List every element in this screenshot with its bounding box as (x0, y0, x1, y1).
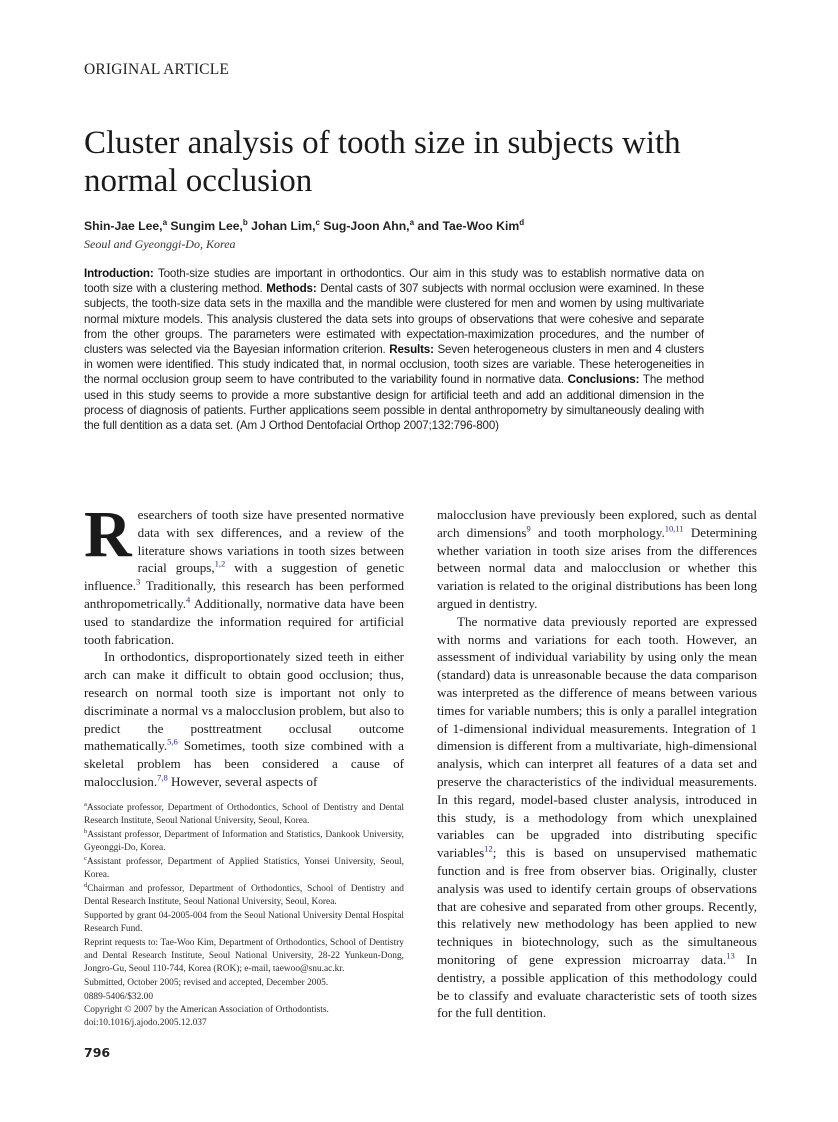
citation-link[interactable]: 9 (526, 523, 531, 534)
body-column-right (437, 506, 757, 1022)
affiliation-text: Chairman and professor, Department of Orthodontics, School of Dentistry and Dental Research Institute, Seoul National University, Seoul, Korea. (84, 884, 404, 907)
funding-note: Supported by grant 04-2005-004 from the Seoul National University Dental Hospital Research Fund. (84, 911, 404, 934)
body-text: The normative data previously reported are expressed with norms and variations for each tooth. However, an assessment of individual variability by using only the mean (standard) data is unreasonable because the data comparison was interpreted as the difference of means between various times for variable numbers; this is only a parallel integration of 1-dimensional individual measurements. Integration of 1 dimension is different from a multivariate, high-dimensional analysis, which can interpret all features of a data set and preserve the characteristics of the individual measurements. In this regard, model-based cluster analysis, introduced in this study, is a methodology from which unexplained variables can be upgraded into distributing specific variables (437, 613, 757, 861)
affiliation-mark[interactable]: a (409, 218, 415, 227)
body-text: malocclusion have previously been explored, such as dental arch dimensions (437, 507, 757, 540)
reprint-note[interactable]: Reprint requests to: Tae-Woo Kim, Department of Orthodontics, School of Dentistry and Dental Research Institute, Seoul National University, 28-22 Yunkeun-Dong, Jongro-Gu, Seoul 110-744, Korea (ROK); e-mail, taewoo@snu.ac.kr. (84, 938, 404, 974)
citation-link[interactable]: 12 (484, 843, 493, 854)
author-name: Johan Lim, (251, 219, 316, 234)
section-label: ORIGINAL ARTICLE (84, 61, 230, 78)
affiliation-mark: b (84, 827, 88, 835)
affiliation-text: Associate professor, Department of Orthodontics, School of Dentistry and Dental Research Institute, Seoul National University, Seoul, Korea. (84, 803, 404, 826)
abstract (84, 266, 704, 433)
body-text: Determining whether variation in tooth size arises from the differences between normal data and malocclusion or whether this variation is related to the original distributions has been long argued in dentistry. (437, 524, 758, 611)
affiliation-mark[interactable]: a (162, 218, 168, 227)
affiliation-mark: d (84, 881, 88, 889)
citation-link[interactable]: 1,2 (214, 559, 226, 570)
citation-link[interactable]: 4 (186, 594, 191, 605)
affiliation-text: Assistant professor, Department of Information and Statistics, Dankook University, Gyeonggi-Do, Korea. (84, 830, 404, 853)
abstract-conclusions-label: Conclusions: (567, 373, 640, 387)
body-text: In dentistry, a possible application of this methodology could be to classify and evaluate characteristic sets of tooth sizes for the full dentition. (437, 951, 758, 1021)
abstract-methods-label: Methods: (266, 282, 317, 296)
affiliation-text: Assistant professor, Department of Applied Statistics, Yonsei University, Seoul, Korea. (84, 857, 404, 880)
author-name: and Tae-Woo Kim (417, 219, 520, 234)
body-text: In orthodontics, disproportionately sized teeth in either arch can make it difficult to obtain good occlusion; thus, research on normal tooth size is important not only to discriminate a normal vs a malocclusion problem, but also to predict the posttreatment occlusal outcome mathematically. (84, 649, 404, 754)
footnotes (84, 802, 404, 1030)
affiliation-mark: c (84, 854, 87, 862)
affiliation-note (84, 883, 404, 909)
body-text: and tooth morphology. (530, 524, 665, 540)
affiliation-note (84, 829, 404, 855)
author-location: Seoul and Gyeonggi-Do, Korea (84, 237, 236, 251)
submission-note: Submitted, October 2005; revised and accepted, December 2005. (84, 978, 329, 988)
author-name: Shin-Jae Lee, (84, 219, 163, 234)
body-text: with a suggestion of genetic influence. (84, 560, 405, 594)
abstract-intro-label: Introduction: (84, 267, 154, 280)
citation-link[interactable]: 5,6 (167, 737, 178, 747)
doi-link[interactable]: doi:10.1016/j.ajodo.2005.12.037 (84, 1018, 207, 1028)
citation-link[interactable]: 13 (726, 950, 735, 961)
affiliation-mark: a (84, 800, 87, 808)
article-title: Cluster analysis of tooth size in subjects with normal occlusion (84, 125, 681, 199)
citation-link[interactable]: 3 (136, 576, 141, 587)
affiliation-note (84, 802, 404, 828)
affiliation-note (84, 856, 404, 882)
abstract-results-text: Seven heterogeneous clusters in men and 4 clusters in women were identified. This study indicated that, in normal occlusion, tooth sizes are variable. These heterogeneities in the normal occlusion group seem to have contributed to the variability found in normative data. (84, 343, 704, 387)
body-text: ; this is based on unsupervised mathematic function and is free from observer bias. Originally, cluster analysis was used to identify certain groups of observations that are cohesive and separated from other groups. Recently, this relatively new methodology has been applied to new techniques in biotechnology, such as the simultaneous monitoring of gene expression microarray data. (437, 845, 757, 967)
body-paragraph (437, 506, 757, 613)
drop-cap: R (84, 498, 132, 571)
body-column-left (84, 498, 405, 791)
abstract-results-label: Results: (389, 343, 434, 357)
affiliation-mark[interactable]: c (315, 218, 320, 227)
body-text: Traditionally, this research has been performed anthropometrically. (84, 578, 404, 611)
body-text: However, several aspects of (167, 773, 318, 789)
citation-link[interactable]: 10,11 (664, 523, 684, 534)
author-name: Sungim Lee, (170, 219, 243, 234)
page-number: 796 (84, 1045, 111, 1060)
issn-note: 0889-5406/$32.00 (84, 992, 154, 1002)
body-text: Sometimes, tooth size combined with a skeletal problem has been considered a cause of malocclusion. (84, 738, 404, 789)
abstract-intro-text: Tooth-size studies are important in orthodontics. Our aim in this study was to establish normative data on tooth size with a clustering method. (84, 267, 704, 296)
body-paragraph (84, 648, 404, 790)
body-paragraph (437, 613, 757, 1022)
affiliation-mark[interactable]: b (242, 218, 248, 227)
abstract-conclusions-text: The method used in this study seems to provide a more substantive design for artificial teeth and add an additional dimension in the process of diagnosis of patients. Further applications seem possible in dental anthropometry by simultaneously dealing with the full dentition as a data set. (Am J Orthod Dentofacial Orthop 2007;132:796-800) (84, 373, 704, 433)
citation-link[interactable]: 7,8 (157, 772, 168, 783)
body-text: Additionally, normative data have been used to standardize the information required for artificial tooth fabrication. (84, 595, 404, 647)
body-paragraph (84, 498, 405, 648)
author-name: Sug-Joon Ahn, (323, 219, 410, 234)
copyright-note: Copyright © 2007 by the American Association of Orthodontists. (84, 1005, 329, 1015)
affiliation-mark[interactable]: d (519, 218, 525, 227)
author-list (84, 218, 524, 233)
abstract-methods-text: Dental casts of 307 subjects with normal occlusion were examined. In these subjects, the tooth-size data sets in the maxilla and the mandible were clustered for men and women by using multivariate normal mixture models. This analysis clustered the data sets into groups of observations that were cohesive and separate from the other groups. The parameters were estimated with expectation-maximization procedures, and the number of clusters was selected via the Bayesian information criterion. (84, 282, 705, 357)
body-text: esearchers of tooth size have presented normative data with sex differences, and a review of the literature shows variations in tooth sizes between racial groups, (137, 507, 404, 576)
